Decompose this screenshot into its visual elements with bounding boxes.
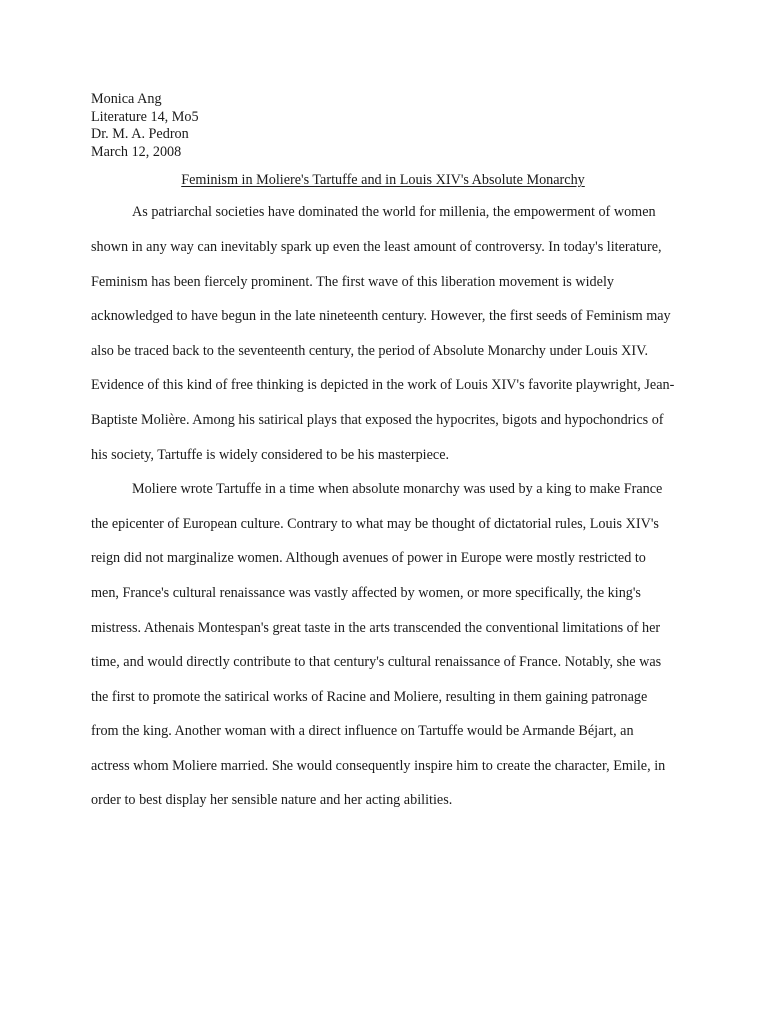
course-name: Literature 14, Mo5 bbox=[91, 108, 199, 125]
essay-title: Feminism in Moliere's Tartuffe and in Louis XIV's Absolute Monarchy bbox=[181, 172, 585, 189]
document-date: March 12, 2008 bbox=[91, 143, 182, 160]
document-header bbox=[91, 91, 675, 161]
instructor-name: Dr. M. A. Pedron bbox=[91, 126, 189, 143]
body-paragraph-1: As patriarchal societies have dominated the world for millenia, the empowerment of women shown in any way can inevitably spark up even the least amount of controversy. In today's literature, Feminism has been fiercely prominent. The first wave of this liberation movement is widely acknowledged to have begun in the late nineteenth century. However, the first seeds of Feminism may also be traced back to the seventeenth century, the period of Absolute Monarchy under Louis XIV. Evidence of this kind of free thinking is depicted in the work of Louis XIV's favorite playwright, Jean-Baptiste Molière. Among his satirical plays that exposed the hypocrites, bigots and hypochondrics of his society, Tartuffe is widely considered to be his masterpiece. bbox=[91, 204, 675, 463]
document-page bbox=[91, 91, 675, 818]
author-name: Monica Ang bbox=[91, 91, 162, 107]
body-paragraph-2: Moliere wrote Tartuffe in a time when absolute monarchy was used by a king to make France the epicenter of European culture. Contrary to what may be thought of dictatorial rules, Louis XIV's reign did not marginalize women. Although avenues of power in Europe were mostly restricted to men, France's cultural renaissance was vastly affected by women, or more specifically, the king's mistress. Athenais Montespan's great taste in the arts transcended the conventional limitations of her time, and would directly contribute to that century's cultural renaissance of France. Notably, she was the first to promote the satirical works of Racine and Moliere, resulting in them gaining patronage from the king. Another woman with a direct influence on Tartuffe would be Armande Béjart, an actress whom Moliere married. She would consequently inspire him to create the character, Emile, in order to best display her sensible nature and her acting abilities. bbox=[91, 481, 666, 809]
